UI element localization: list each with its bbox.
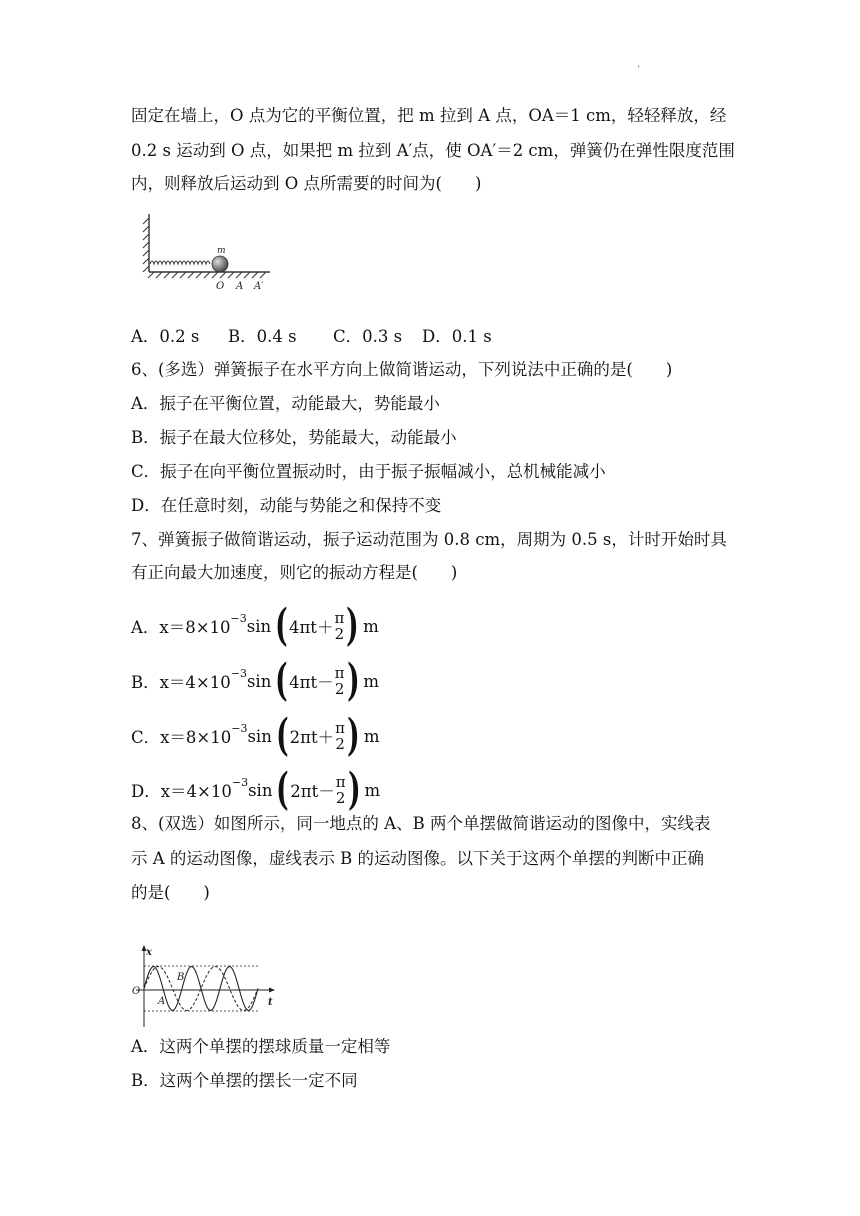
q8-stem-line-1: 8、(双选）如图所示，同一地点的 A、B 两个单摆做简谐运动的图像中，实线表 [131, 814, 711, 833]
eq-unit: m [363, 671, 379, 691]
q7-stem-line-2: 有正向最大加速度，则它的振动方程是( ) [131, 563, 458, 582]
q8-stem-line-2: 示 A 的运动图像，虚线表示 B 的运动图像。以下关于这两个单摆的判断中正确 [131, 849, 705, 868]
eq-numerator: π [335, 773, 346, 791]
spring-oscillator-figure [140, 212, 280, 292]
eq-unit: m [363, 726, 380, 746]
q5-option-d: D．0.1 s [422, 327, 492, 346]
eq-denominator: 2 [335, 735, 345, 753]
eq-exponent: −3 [231, 775, 249, 789]
q7-option-d: D．x＝4×10 −3 sin ( 2πt－ π 2 ) m [131, 764, 381, 815]
eq-func: sin [246, 671, 272, 691]
eq-prefix: B．x＝4×10 [131, 673, 231, 692]
q5-option-a: A．0.2 s [131, 327, 200, 346]
eq-inner: 2πt－ [290, 782, 335, 801]
x-axis-label: x [146, 947, 152, 958]
q6-option-c: C．振子在向平衡位置振动时，由于振子振幅减小，总机械能减小 [131, 462, 606, 481]
eq-inner: 4πt－ [289, 673, 334, 692]
eq-inner: 4πt＋ [288, 618, 334, 637]
q7-stem-line-1: 7、弹簧振子做简谐运动，振子运动范围为 0.8 cm，周期为 0.5 s，计时开始时具 [131, 530, 727, 549]
q6-option-d: D．在任意时刻，动能与势能之和保持不变 [131, 496, 442, 515]
eq-func: sin [246, 616, 272, 636]
eq-numerator: π [335, 719, 346, 737]
q8-option-a: A．这两个单摆的摆球质量一定相等 [131, 1037, 391, 1056]
eq-inner: 2πt＋ [289, 728, 335, 747]
q5-line-2: 0.2 s 运动到 O 点，如果把 m 拉到 A′点，使 OA′＝2 cm，弹簧仍在弹性限度范围 [131, 141, 735, 160]
eq-func: sin [247, 726, 272, 746]
eq-prefix: D．x＝4×10 [131, 782, 232, 801]
eq-exponent: −3 [230, 666, 247, 680]
pendulum-graph [130, 943, 280, 1031]
q6-stem: 6、(多选）弹簧振子在水平方向上做简谐运动，下列说法中正确的是( ) [131, 360, 673, 379]
q5-option-b: B．0.4 s [228, 327, 297, 346]
curve-a-label: A [158, 996, 166, 1007]
eq-unit: m [364, 780, 381, 800]
curve-b-label: B [177, 972, 185, 983]
eq-numerator: π [334, 609, 345, 627]
q5-option-c: C．0.3 s [333, 327, 403, 346]
eq-numerator: π [334, 664, 345, 682]
q8-stem-line-3: 的是( ) [131, 883, 210, 902]
q6-option-b: B．振子在最大位移处，势能最大，动能最小 [131, 428, 457, 447]
eq-prefix: C．x＝8×10 [131, 728, 232, 747]
q5-line-3: 内，则释放后运动到 O 点所需要的时间为( ) [131, 174, 482, 193]
point-o-label: O [216, 281, 225, 292]
point-a-prime-label: A′ [254, 281, 264, 292]
eq-denominator: 2 [334, 625, 345, 643]
page-mark: · [637, 62, 641, 73]
eq-unit: m [363, 616, 379, 636]
eq-denominator: 2 [334, 680, 345, 698]
eq-exponent: −3 [230, 611, 247, 625]
point-a-label: A [236, 281, 244, 292]
eq-prefix: A．x＝8×10 [131, 618, 231, 637]
origin-label: O [132, 986, 141, 997]
q8-option-b: B．这两个单摆的摆长一定不同 [131, 1071, 358, 1090]
q7-option-c: C．x＝8×10 −3 sin ( 2πt＋ π 2 ) m [131, 710, 380, 761]
eq-denominator: 2 [335, 789, 346, 807]
mass-label: m [217, 246, 226, 256]
q5-line-1: 固定在墙上，O 点为它的平衡位置，把 m 拉到 A 点，OA＝1 cm，轻轻释放，经 [131, 106, 727, 125]
q7-option-b: B．x＝4×10 −3 sin ( 4πt－ π 2 ) m [131, 655, 379, 706]
q6-option-a: A．振子在平衡位置，动能最大，势能最小 [131, 394, 440, 413]
t-axis-label: t [268, 997, 273, 1008]
q5-options [131, 326, 492, 348]
q7-option-a: A．x＝8×10 −3 sin ( 4πt＋ π 2 ) m [131, 600, 379, 651]
eq-func: sin [248, 780, 273, 800]
eq-exponent: −3 [231, 721, 248, 735]
